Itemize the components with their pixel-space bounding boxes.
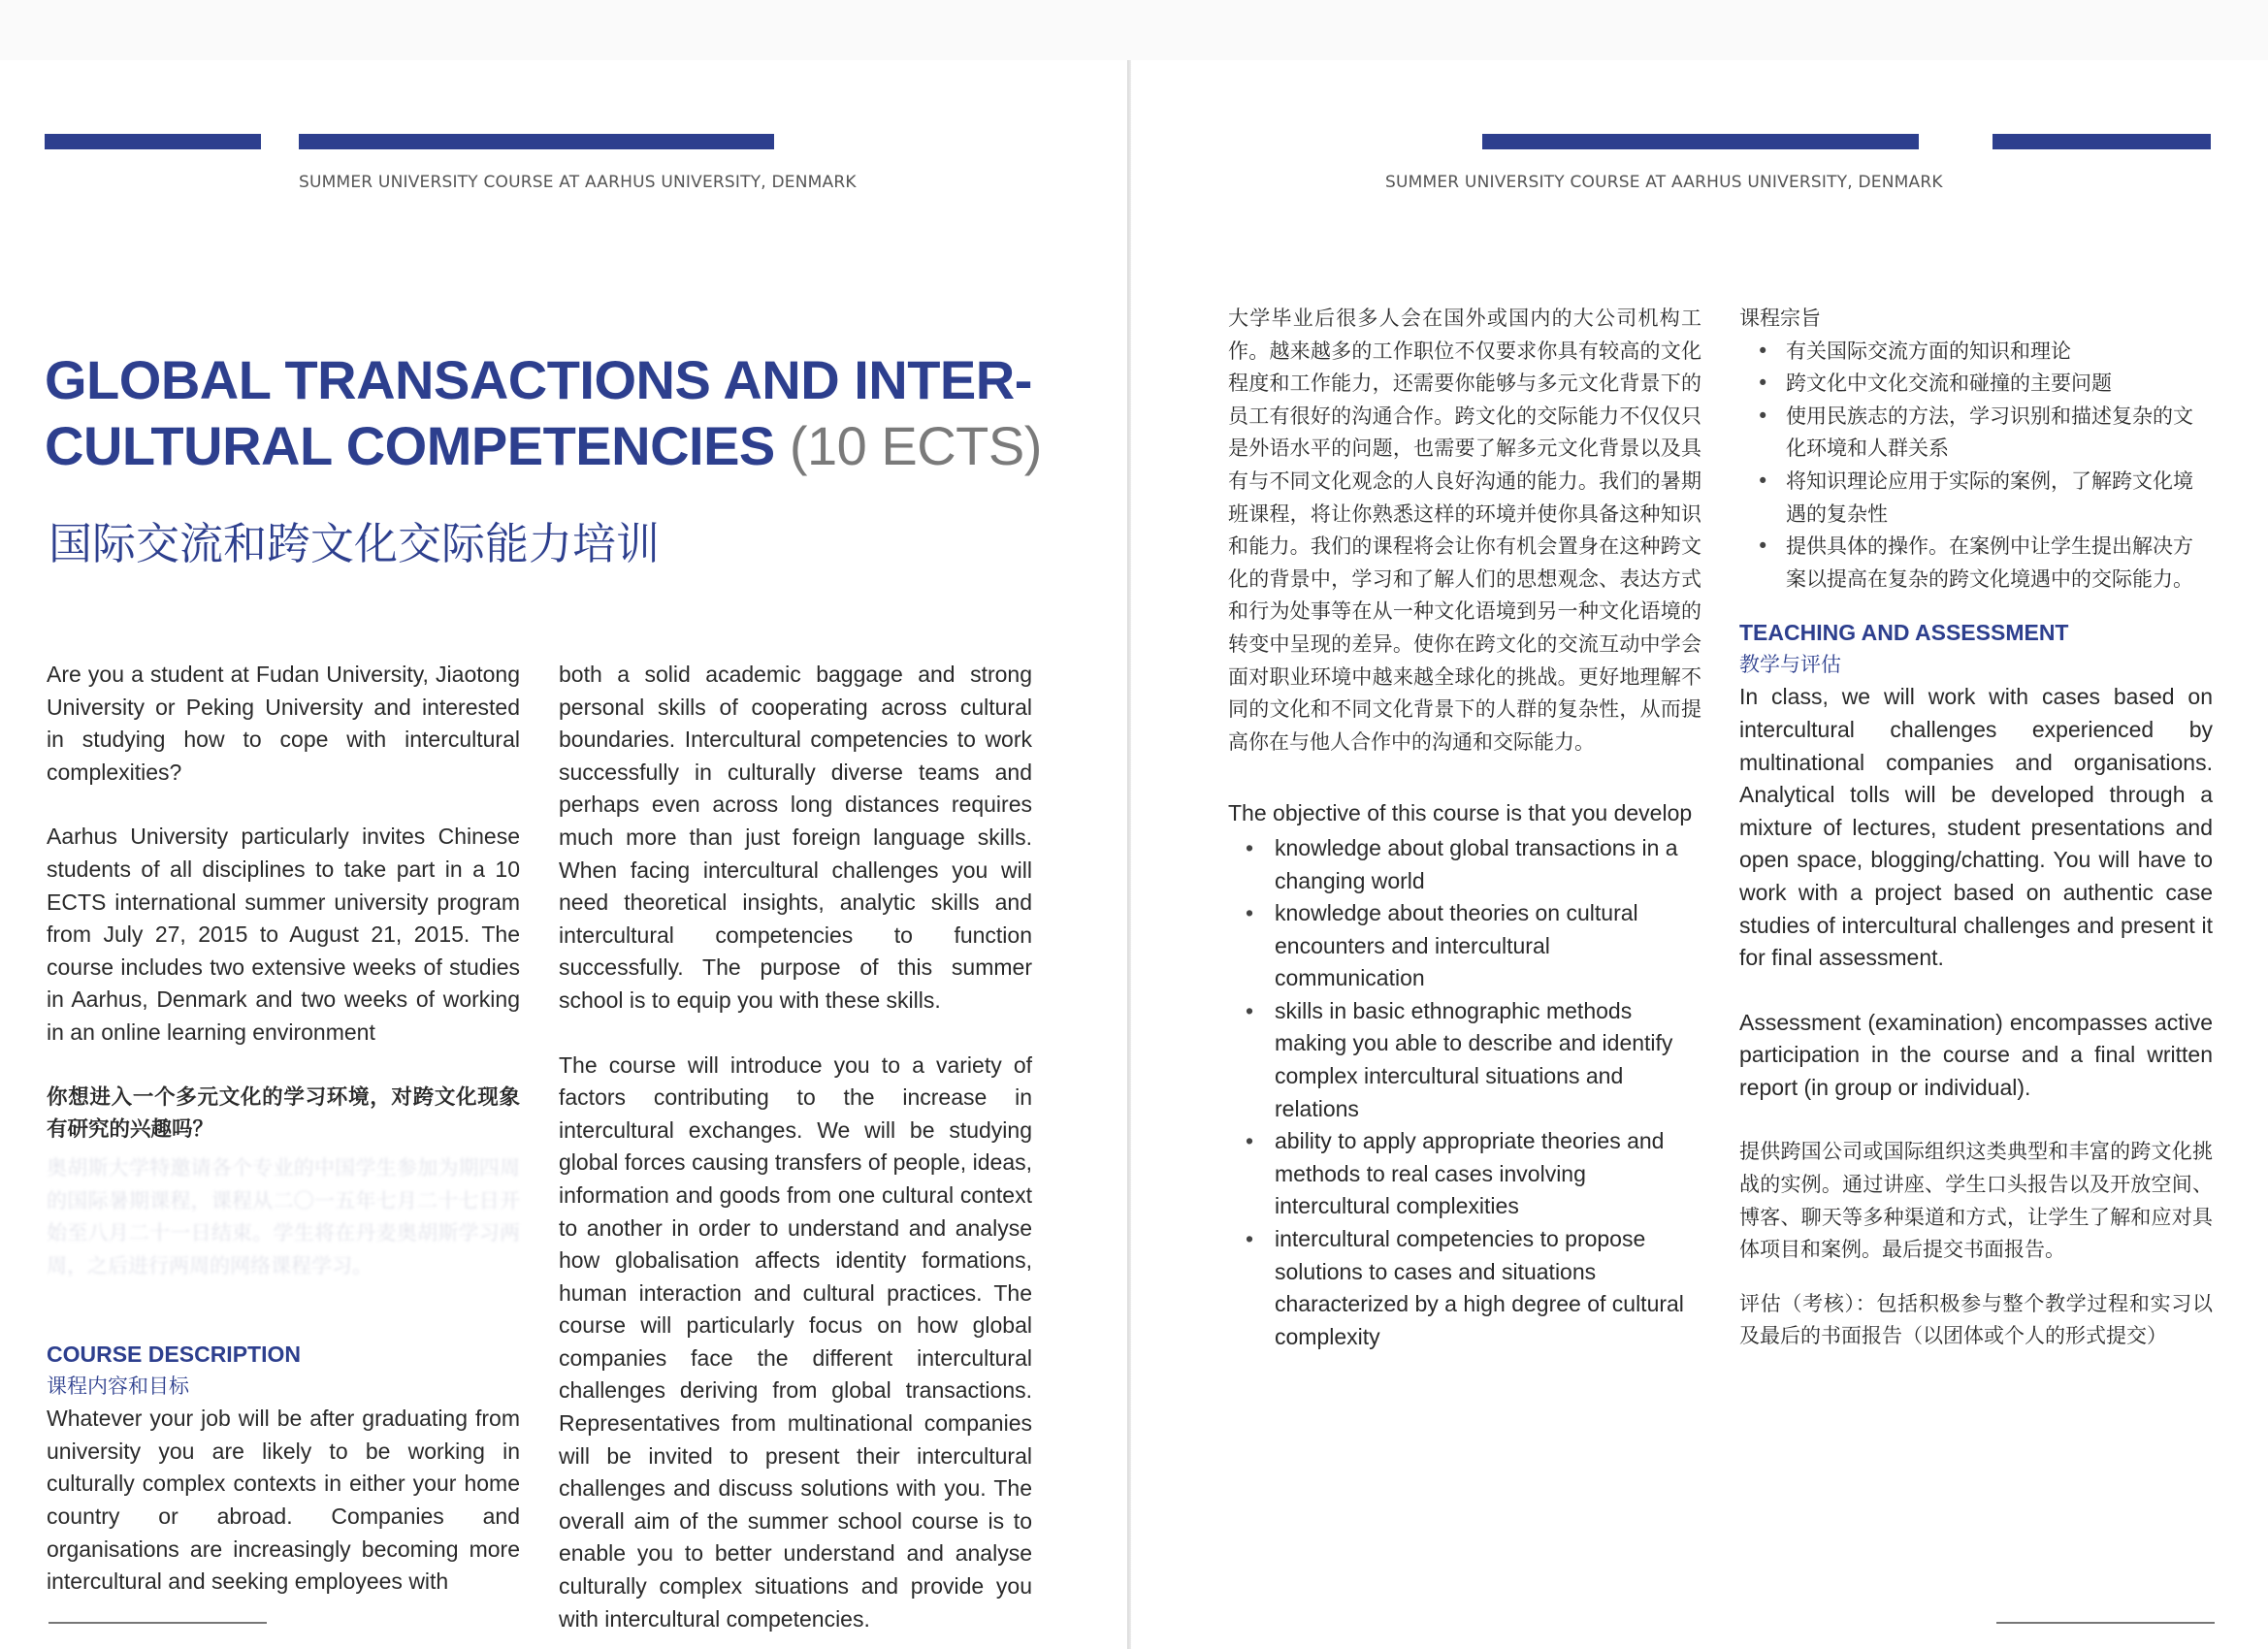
running-head: SUMMER UNIVERSITY COURSE AT AARHUS UNIVERSITY, DENMARK [299,173,857,192]
objective-item: • intercultural competencies to propose solutions to cases and situations characterized by a high degree of cultural complexity [1228,1223,1701,1353]
objective-intro: The objective of this course is that you develop [1228,800,1693,826]
course-paragraph-2: both a solid academic baggage and strong personal skills of cooperating across cultural boundaries. Intercultural competencies to work successfully in culturally diverse teams and perhaps even across long distances requires much more than just foreign language skills. When facing intercultural challenges you will need theoretical insights, analytic skills and intercultural competencies to function successfully. The purpose of this summer school is to equip you with these skills. [559,662,1032,1013]
teaching-paragraph-cn-2: 评估（考核）：包括积极参与整个教学过程和实习以及最后的书面报告（以团体或个人的形式提交） [1739,1291,2213,1348]
course-description-heading: COURSE DESCRIPTION [47,1342,301,1368]
teaching-assessment-heading-cn: 教学与评估 [1739,653,1841,677]
header-bar-long-right [1482,134,1919,149]
intro-paragraph-1: Are you a student at Fudan University, Jiaotong University or Peking University and interested in studying how to cope with intercultural complexities? [47,662,520,785]
aim-item: • 提供具体的操作。在案例中让学生提出解决方案以提高在复杂的跨文化境遇中的交际能力。 [1739,531,2213,596]
header-bar-short [45,134,261,149]
header-bar-long [299,134,774,149]
page-title [45,347,1092,479]
left-page [0,60,1127,1649]
teaching-assessment-heading: TEACHING AND ASSESSMENT [1739,620,2069,646]
intro-question-cn: 你想进入一个多元文化的学习环境，对跨文化现象有研究的兴趣吗？ [47,1084,520,1143]
left-column-2 [559,659,1032,1649]
aim-item: • 使用民族志的方法，学习识别和描述复杂的文化环境和人群关系 [1739,401,2213,466]
page-subtitle-cn: 国际交流和跨文化交际能力培训 [49,518,661,569]
objective-item: • ability to apply appropriate theories and methods to real cases involving intercultural complexities [1228,1125,1701,1223]
aim-item: • 将知识理论应用于实际的案例，了解跨文化境遇的复杂性 [1739,466,2213,531]
title-line-2: CULTURAL COMPETENCIES [45,415,775,476]
header-bar-short-right [1993,134,2211,149]
aims-heading-cn: 课程宗旨 [1739,307,1821,330]
aims-list-cn [1739,336,2213,597]
course-paragraph-3: The course will introduce you to a variety of factors contributing to the increase in intercultural exchanges. We will be studying global forces causing transfers of people, ideas, information and goods from one cultural context to another in order to understand and analyse how globalisation affects identity formations, human interaction and cultural practices. The course will particularly focus on how global companies face the different intercultural challenges deriving from global transactions. Representatives from multinational companies will be invited to present their intercultural challenges and discuss solutions with you. The overall aim of the summer school course is to enable you to better understand and analyse culturally complex situations and provide you with intercultural competencies. [559,1051,1032,1632]
teaching-paragraph-2: Assessment (examination) encompasses active participation in the course and a final written report (in group or individual). [1739,1009,2213,1100]
course-description-heading-cn: 课程内容和目标 [47,1374,189,1399]
running-head-right: SUMMER UNIVERSITY COURSE AT AARHUS UNIVERSITY, DENMARK [1385,173,1943,192]
left-column-1 [47,659,520,1631]
footer-rule-right [1996,1622,2215,1624]
aim-item: • 有关国际交流方面的知识和理论 [1739,336,2213,369]
title-ects: (10 ECTS) [789,415,1042,476]
intro-paragraph-cn: 大学毕业后很多人会在国外或国内的大公司机构工作。越来越多的工作职位不仅要求你具有较高的文化程度和工作能力，还需要你能够与多元文化背景下的员工有很好的沟通合作。跨文化的交际能力不仅仅只是外语水平的问题，也需要了解多元文化背景以及具有与不同文化观念的人良好沟通的能力。我们的暑期班课程，将让你熟悉这样的环境并使你具备这种知识和能力。我们的课程将会让你有机会置身在这种跨文化的背景中，学习和了解人们的思想观念、表达方式和行为处事等在从一种文化语境到另一种文化语境的转变中呈现的差异。使你在跨文化的交流互动中学会面对职业环境中越来越全球化的挑战。更好地理解不同的文化和不同文化背景下的人群的复杂性，从而提高你在与他人合作中的沟通和交际能力。 [1228,307,1701,754]
right-column-1 [1228,303,1701,1353]
course-paragraph-1: Whatever your job will be after graduating from university you are likely to be working in culturally complex contexts in either your home country or abroad. Companies and organisations are increasingly becoming more intercultural and seeking employees with [47,1406,520,1595]
footer-rule-left [49,1622,267,1624]
right-page [1131,60,2268,1649]
teaching-paragraph-cn-1: 提供跨国公司或国际组织这类典型和丰富的跨文化挑战的实例。通过讲座、学生口头报告以及开放空间、博客、聊天等多种渠道和方式，让学生了解和应对具体项目和案例。最后提交书面报告。 [1739,1140,2213,1262]
faded-show-through-text: 奥胡斯大学特邀请各个专业的中国学生参加为期四周的国际暑期课程，课程从二〇一五年七月二十七日开始至八月二十一日结束。学生将在丹麦奥胡斯学习两周，之后进行两周的网络课程学习。 [47,1156,520,1277]
intro-paragraph-2: Aarhus University particularly invites Chinese students of all disciplines to take part in a 10 ECTS international summer university program from July 27, 2015 to August 21, 2015. The course includes two extensive weeks of studies in Aarhus, Denmark and two weeks of working in an online learning environment [47,824,520,1045]
objective-item: • knowledge about theories on cultural encounters and intercultural communication [1228,897,1701,995]
objective-item: • knowledge about global transactions in a changing world [1228,832,1701,897]
aim-item: • 跨文化中文化交流和碰撞的主要问题 [1739,368,2213,401]
scan-top-margin [0,0,2268,61]
objective-item: • skills in basic ethnographic methods making you able to describe and identify complex intercultural situations and relations [1228,995,1701,1125]
title-line-1: GLOBAL TRANSACTIONS AND INTER- [45,349,1032,410]
teaching-paragraph-1: In class, we will work with cases based on intercultural challenges experienced by multinational companies and organisations. Analytical tolls will be developed through a mixture of lectures, student presentations and open space, blogging/chatting. You will have to work with a project based on authentic case studies of intercultural challenges and present it for final assessment. [1739,684,2213,971]
right-column-2 [1739,303,2213,1385]
objectives-list [1228,832,1701,1354]
